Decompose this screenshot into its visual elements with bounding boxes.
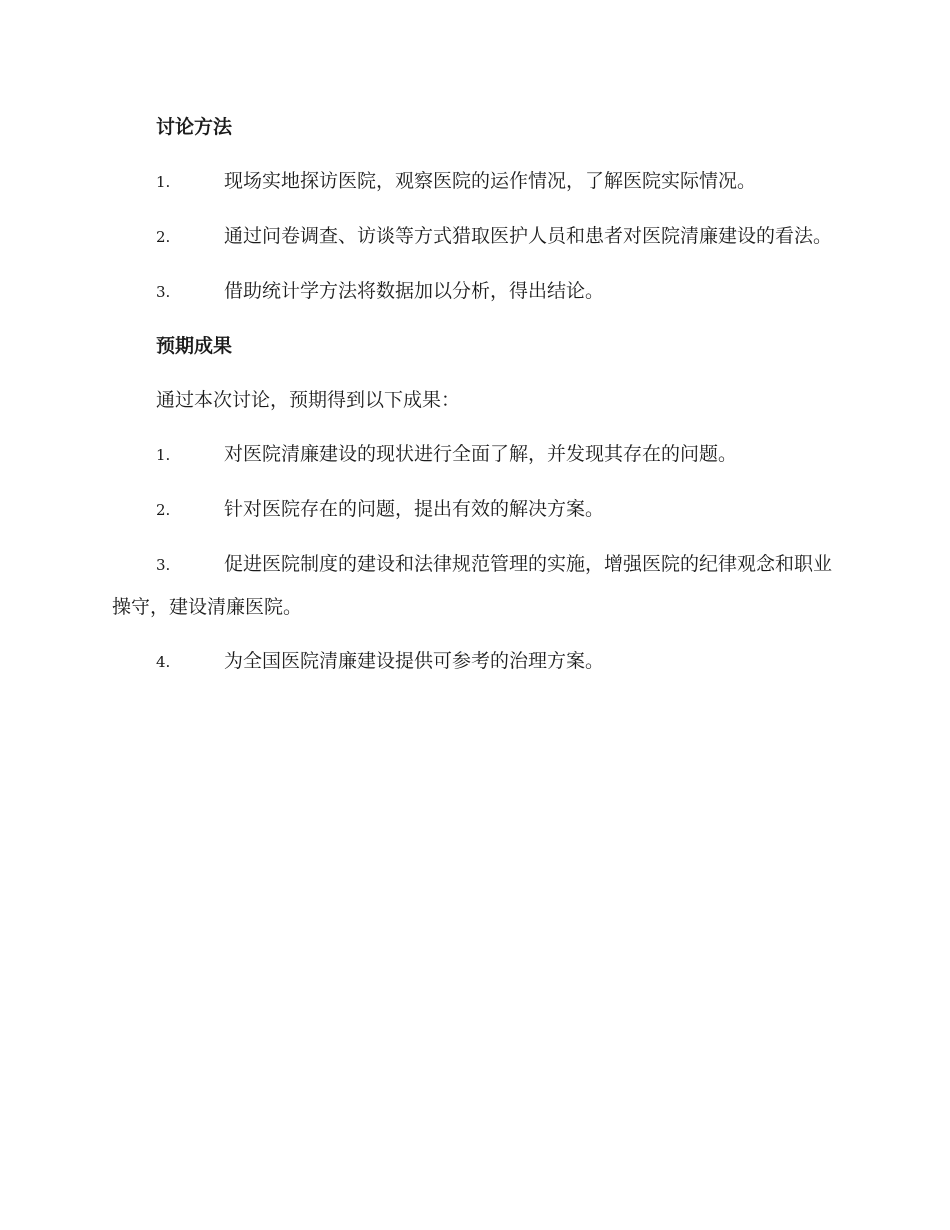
list-item — [112, 215, 838, 258]
list-text: 为全国医院清廉建设提供可参考的治理方案。 — [224, 650, 605, 672]
document-content — [112, 106, 838, 695]
list-text: 促进医院制度的建设和法律规范管理的实施，增强医院的纪律观念和职业操守，建设清廉医院。 — [112, 553, 833, 618]
section-heading-methods: 讨论方法 — [156, 116, 233, 138]
list-item — [112, 433, 838, 476]
list-item — [112, 543, 838, 628]
list-text: 现场实地探访医院，观察医院的运作情况，了解医院实际情况。 — [224, 170, 757, 192]
list-item — [112, 488, 838, 531]
list-number: 4. — [156, 653, 171, 671]
section-heading-outcomes: 预期成果 — [156, 335, 233, 357]
list-text: 对医院清廉建设的现状进行全面了解，并发现其存在的问题。 — [224, 443, 738, 465]
list-number: 1. — [156, 446, 171, 464]
list-item — [112, 270, 838, 313]
list-text: 借助统计学方法将数据加以分析，得出结论。 — [224, 280, 605, 302]
list-number: 3. — [156, 556, 171, 574]
list-number: 1. — [156, 173, 171, 191]
list-text: 通过问卷调查、访谈等方式猎取医护人员和患者对医院清廉建设的看法。 — [224, 225, 833, 247]
list-item — [112, 640, 838, 683]
list-number: 2. — [156, 228, 171, 246]
section-intro: 通过本次讨论，预期得到以下成果： — [156, 389, 461, 411]
list-number: 2. — [156, 501, 171, 519]
list-text: 针对医院存在的问题，提出有效的解决方案。 — [224, 498, 605, 520]
list-number: 3. — [156, 283, 171, 301]
list-item — [112, 160, 838, 203]
